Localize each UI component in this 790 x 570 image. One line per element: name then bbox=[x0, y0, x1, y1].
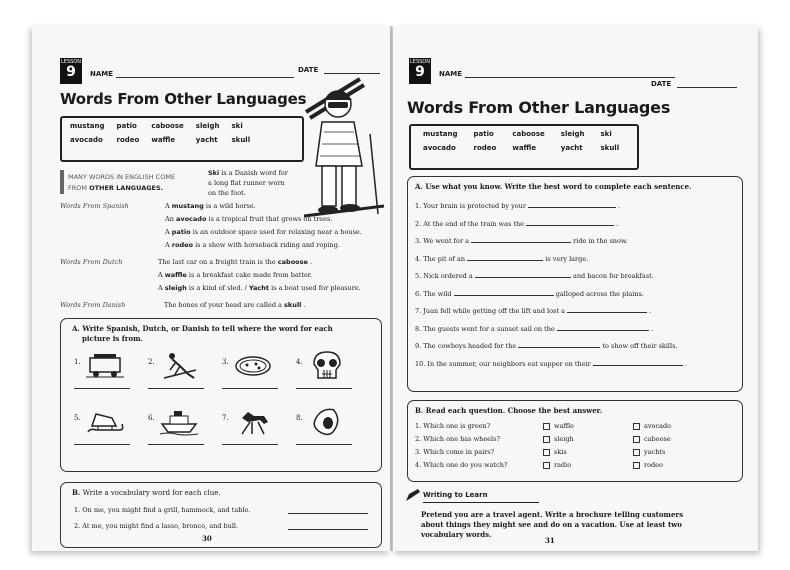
sentence-pre: A bbox=[165, 241, 170, 249]
clue-text: 2. At me, you might find a lasso, bronco, and bull. bbox=[74, 522, 239, 530]
sentence-post: is a breakfast cake made from batter. bbox=[188, 271, 313, 279]
checkbox[interactable] bbox=[543, 423, 550, 430]
sentence-pre: The bones of your head are called a bbox=[164, 301, 282, 309]
word-list bbox=[423, 130, 619, 152]
sentence-row bbox=[415, 270, 654, 280]
sentence-row bbox=[415, 253, 588, 263]
choice-b[interactable] bbox=[633, 448, 665, 456]
vocab-word: yacht bbox=[560, 144, 583, 152]
intro-bold: OTHER LANGUAGES. bbox=[89, 184, 164, 192]
intro-text bbox=[68, 172, 175, 194]
name-label: NAME bbox=[439, 70, 463, 78]
choice-label: yachts bbox=[644, 448, 666, 456]
date-label: DATE bbox=[651, 80, 672, 88]
sentence-post: is very large. bbox=[545, 254, 589, 263]
sentence-pre: The last car on a freight train is the bbox=[158, 258, 276, 266]
origin-sentence bbox=[165, 241, 340, 249]
sentence-number: 3. bbox=[415, 237, 422, 245]
sentence-number: 1. bbox=[415, 202, 422, 210]
pencil-icon bbox=[405, 488, 421, 502]
sentence-pre: At the end of the train was the bbox=[423, 219, 525, 228]
avocado-icon bbox=[308, 406, 346, 436]
choice-label: caboose bbox=[644, 435, 671, 443]
origin-sentence bbox=[158, 258, 312, 266]
vocab-word: mustang bbox=[423, 130, 458, 138]
picture-number: 1. bbox=[74, 358, 81, 366]
vocab-word: waffle bbox=[151, 136, 176, 144]
choice-label: avocado bbox=[644, 422, 672, 430]
vocab-word: avocado bbox=[70, 136, 103, 144]
sentence-pre: A bbox=[158, 284, 163, 292]
sentence-pre: A bbox=[165, 202, 170, 210]
vocab-word: mustang bbox=[70, 122, 105, 130]
name-field[interactable] bbox=[465, 77, 675, 78]
sentence-post: . bbox=[309, 258, 313, 266]
question-text: 1. Which one is green? bbox=[415, 422, 491, 430]
lesson-number: 9 bbox=[415, 64, 425, 80]
sentence-word: patio bbox=[171, 228, 191, 236]
checkbox[interactable] bbox=[633, 436, 640, 443]
sentence-word: avocado bbox=[175, 215, 207, 223]
picture-number: 5. bbox=[74, 414, 81, 422]
choice-label: waffle bbox=[554, 422, 574, 430]
vocab-word: sleigh bbox=[560, 130, 585, 138]
skier-icon bbox=[160, 350, 198, 380]
skull-icon bbox=[308, 350, 346, 380]
section-a-instructions bbox=[72, 324, 333, 344]
sentence-post: . bbox=[650, 324, 654, 333]
section-b-letter: B. bbox=[72, 488, 81, 497]
picture-number: 7. bbox=[222, 414, 229, 422]
sentence-post: . bbox=[616, 219, 619, 228]
lesson-label: LESSON bbox=[410, 59, 430, 65]
answer-line[interactable] bbox=[296, 388, 352, 389]
clue-text: 1. On me, you might find a grill, hammock, and table. bbox=[74, 506, 251, 514]
skier-illustration bbox=[300, 74, 386, 224]
choice-label: radio bbox=[554, 461, 572, 469]
date-field[interactable] bbox=[677, 87, 737, 88]
choice-a[interactable] bbox=[543, 448, 567, 456]
vocab-word: patio bbox=[473, 130, 494, 138]
intro-line-1: MANY WORDS IN ENGLISH COME bbox=[68, 173, 176, 181]
sentence-number: 9. bbox=[415, 342, 422, 350]
choice-label: rodeo bbox=[644, 461, 663, 469]
choice-b[interactable] bbox=[633, 435, 671, 443]
sentence-post: and bacon for breakfast. bbox=[572, 272, 654, 280]
picture-number: 4. bbox=[296, 358, 303, 366]
vocab-word: skull bbox=[600, 144, 620, 152]
sentence-pre: The cowboys headed for the bbox=[423, 342, 517, 350]
sentence-pre: A bbox=[165, 228, 170, 236]
sentence-pre: An bbox=[165, 215, 174, 223]
intro-prefix: FROM bbox=[68, 184, 87, 192]
question-text: 4. Which one do you watch? bbox=[415, 461, 508, 469]
blank-field[interactable] bbox=[557, 323, 649, 331]
sentence-pre: Your brain is protected by your bbox=[423, 202, 526, 210]
sentence-row bbox=[415, 218, 618, 228]
sentence-row bbox=[415, 323, 653, 333]
right-page bbox=[393, 26, 758, 551]
vocab-word: avocado bbox=[423, 144, 456, 152]
word-list bbox=[70, 122, 250, 144]
vocab-word: yacht bbox=[195, 136, 218, 144]
sentence-post: to show off their skills. bbox=[602, 342, 678, 350]
sentence-word: caboose bbox=[277, 258, 308, 266]
origin-sentence bbox=[165, 202, 256, 210]
answer-line[interactable] bbox=[74, 388, 130, 389]
answer-line[interactable] bbox=[222, 388, 278, 389]
ski-text-2: a long flat runner worn bbox=[208, 179, 285, 187]
ski-definition bbox=[208, 168, 288, 198]
yacht-icon bbox=[160, 406, 198, 436]
checkbox[interactable] bbox=[633, 449, 640, 456]
checkbox[interactable] bbox=[543, 462, 550, 469]
vocab-word: patio bbox=[116, 122, 137, 130]
picture-number: 8. bbox=[296, 414, 303, 422]
lesson-number: 9 bbox=[66, 64, 76, 80]
blank-field[interactable] bbox=[528, 200, 616, 208]
blank-field[interactable] bbox=[526, 218, 614, 226]
sentence-post-2: is a boat used for pleasure. bbox=[271, 284, 361, 292]
origin-sentence bbox=[165, 228, 362, 236]
choice-label: sleigh bbox=[554, 435, 574, 443]
answer-line[interactable] bbox=[296, 444, 352, 445]
sentence-number: 8. bbox=[415, 324, 422, 333]
section-a-letter: A. bbox=[72, 324, 80, 333]
sentence-word: skull bbox=[284, 301, 302, 309]
pizza-icon bbox=[234, 350, 272, 380]
sentence-post: ride in the snow. bbox=[573, 237, 628, 245]
origin-sentence bbox=[165, 215, 332, 223]
picture-number: 3. bbox=[222, 358, 229, 366]
sentence-pre: A bbox=[158, 271, 163, 279]
section-b-instr: Read each question. Choose the best answer. bbox=[425, 406, 603, 415]
sentence-pre: Nick ordered a bbox=[423, 272, 473, 280]
lesson-label: LESSON bbox=[61, 59, 81, 65]
sentence-row bbox=[415, 200, 620, 210]
sentence-pre: In the summer, our neighbors eat supper on their bbox=[427, 359, 591, 368]
sentence-pre: The pit of an bbox=[423, 254, 466, 263]
section-b-instr: Write a vocabulary word for each clue. bbox=[82, 489, 221, 497]
choice-a[interactable] bbox=[543, 461, 571, 469]
vocab-word: rodeo bbox=[116, 136, 140, 144]
blank-field[interactable] bbox=[467, 253, 543, 261]
train-car-icon bbox=[86, 350, 124, 380]
sentence-pre: The wild bbox=[423, 289, 452, 298]
name-label: NAME bbox=[90, 70, 114, 78]
answer-line[interactable] bbox=[288, 513, 368, 514]
page-number: 31 bbox=[545, 536, 555, 545]
answer-line[interactable] bbox=[148, 444, 204, 445]
sentence-row bbox=[415, 305, 651, 315]
ski-word: Ski bbox=[208, 169, 220, 177]
checkbox[interactable] bbox=[633, 462, 640, 469]
blank-field[interactable] bbox=[518, 340, 600, 348]
section-b-letter: B. bbox=[415, 406, 424, 415]
choice-a[interactable] bbox=[543, 435, 574, 443]
blank-field[interactable] bbox=[475, 270, 571, 278]
origin-label: Words From Spanish bbox=[60, 202, 129, 210]
origin-sentence bbox=[164, 301, 305, 309]
origin-label: Words From Danish bbox=[60, 301, 126, 309]
picture-number: 2. bbox=[148, 358, 155, 366]
vocab-word: waffle bbox=[512, 144, 537, 152]
date-label: DATE bbox=[298, 66, 319, 74]
ski-text-1: is a Danish word for bbox=[221, 169, 288, 177]
sentence-post: galloped across the plains. bbox=[555, 289, 644, 298]
sentence-post: is a wild horse. bbox=[205, 202, 256, 210]
sentence-word-2: Yacht bbox=[248, 284, 270, 292]
writing-line-1: Pretend you are a travel agent. Write a brochure telling customers bbox=[421, 510, 684, 519]
choice-b[interactable] bbox=[633, 422, 671, 430]
sentence-word: sleigh bbox=[164, 284, 187, 292]
sentence-post: . bbox=[649, 307, 652, 315]
picture-number: 6. bbox=[148, 414, 155, 422]
sentence-post: is a kind of sled. / bbox=[188, 284, 247, 292]
sentence-row bbox=[415, 358, 687, 368]
sentence-pre: Juan fell while getting off the lift and lost a bbox=[423, 307, 565, 315]
checkbox[interactable] bbox=[543, 449, 550, 456]
vocab-word: ski bbox=[600, 130, 612, 138]
writing-rule bbox=[423, 502, 539, 503]
lesson-badge bbox=[409, 58, 431, 84]
choice-b[interactable] bbox=[633, 461, 663, 469]
intro-marker bbox=[60, 170, 64, 194]
vocab-word: sleigh bbox=[195, 122, 220, 130]
writing-line-3: vocabulary words. bbox=[421, 530, 492, 539]
blank-field[interactable] bbox=[454, 288, 554, 296]
sentence-row bbox=[415, 235, 628, 245]
sentence-post: . bbox=[303, 301, 306, 309]
page-title: Words From Other Languages bbox=[60, 90, 307, 108]
sentence-number: 6. bbox=[415, 289, 422, 298]
origin-label: Words From Dutch bbox=[60, 258, 123, 266]
vocab-word: ski bbox=[231, 122, 243, 130]
writing-heading: Writing to Learn bbox=[423, 491, 488, 499]
left-page bbox=[32, 26, 390, 551]
section-a-instr-2: picture is from. bbox=[82, 334, 143, 343]
sentence-pre: The guests went for a sunset sail on the bbox=[423, 324, 555, 333]
answer-line[interactable] bbox=[148, 388, 204, 389]
section-a-instructions bbox=[415, 182, 692, 191]
vocab-word: skull bbox=[231, 136, 251, 144]
blank-field[interactable] bbox=[593, 358, 683, 366]
sentence-post: is a show with horseback riding and roping. bbox=[195, 241, 340, 249]
sentence-row bbox=[415, 288, 644, 298]
choice-a[interactable] bbox=[543, 422, 574, 430]
question-text: 2. Which one has wheels? bbox=[415, 435, 500, 443]
sentence-number: 2. bbox=[415, 219, 422, 228]
sentence-post: is an outdoor space used for relaxing near a house. bbox=[192, 228, 362, 236]
origin-sentence bbox=[158, 284, 361, 292]
section-a-instr-1: Write Spanish, Dutch, or Danish to tell where the word for each bbox=[82, 324, 333, 333]
checkbox[interactable] bbox=[633, 423, 640, 430]
blank-field[interactable] bbox=[567, 305, 647, 313]
choice-label: skis bbox=[554, 448, 567, 456]
answer-line[interactable] bbox=[74, 444, 130, 445]
checkbox[interactable] bbox=[543, 436, 550, 443]
sentence-number: 5. bbox=[415, 272, 422, 280]
vocab-word: caboose bbox=[512, 130, 545, 138]
page-title: Words From Other Languages bbox=[407, 98, 671, 117]
intro-line-2 bbox=[68, 183, 175, 194]
origin-sentence bbox=[158, 271, 312, 279]
horse-icon bbox=[234, 406, 272, 436]
sentence-post: is a tropical fruit that grows on trees. bbox=[208, 215, 333, 223]
section-b-instructions bbox=[415, 406, 602, 415]
question-text: 3. Which come in pairs? bbox=[415, 448, 495, 456]
answer-line[interactable] bbox=[288, 529, 368, 530]
sentence-post: . bbox=[684, 359, 687, 368]
lesson-badge bbox=[60, 58, 82, 84]
section-b-instructions bbox=[72, 488, 221, 497]
sentence-row bbox=[415, 340, 678, 350]
sentence-word: waffle bbox=[164, 271, 187, 279]
section-a-letter: A. bbox=[415, 182, 423, 191]
name-field[interactable] bbox=[116, 77, 294, 78]
sentence-number: 4. bbox=[415, 254, 422, 263]
writing-line-2: about things they might see and do on a vacation. Use at least two bbox=[421, 520, 682, 529]
sentence-pre: We went for a bbox=[423, 237, 469, 245]
blank-field[interactable] bbox=[471, 235, 571, 243]
sentence-post: . bbox=[618, 202, 621, 210]
page-number: 30 bbox=[202, 534, 212, 543]
section-a-instr: Use what you know. Write the best word to complete each sentence. bbox=[425, 182, 692, 191]
sentence-word: mustang bbox=[171, 202, 204, 210]
sentence-number: 7. bbox=[415, 307, 422, 315]
sleigh-icon bbox=[86, 406, 124, 436]
answer-line[interactable] bbox=[222, 444, 278, 445]
vocab-word: caboose bbox=[151, 122, 184, 130]
sentence-number: 10. bbox=[415, 359, 426, 368]
sentence-word: rodeo bbox=[171, 241, 193, 249]
vocab-word: rodeo bbox=[473, 144, 497, 152]
ski-text-3: on the foot. bbox=[208, 189, 246, 197]
